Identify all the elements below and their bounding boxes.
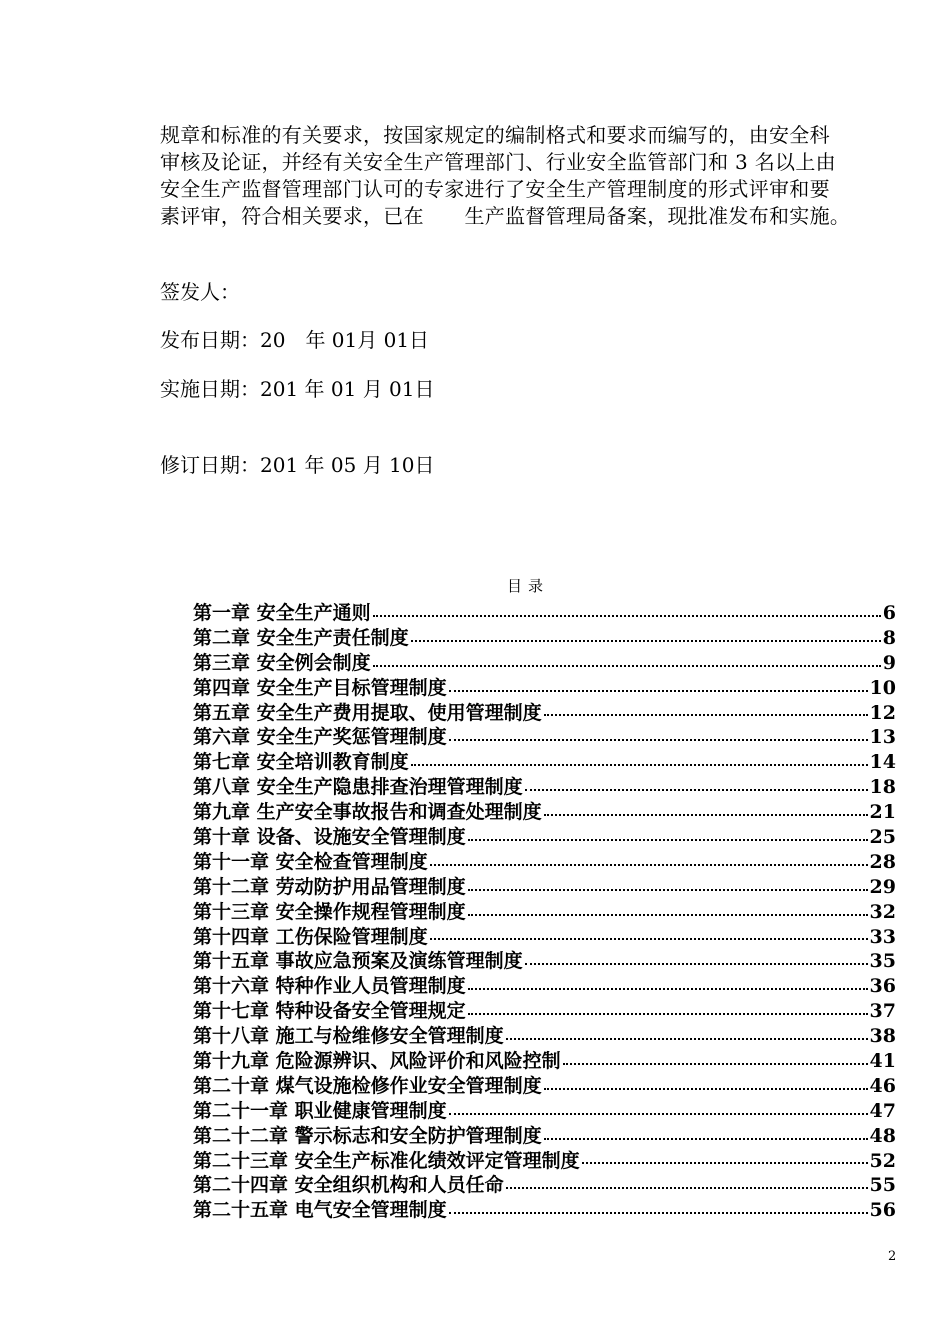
toc-leader-dots [544,1138,868,1140]
toc-entry[interactable] [193,872,896,897]
toc-leader-dots [468,914,868,916]
toc-entry-page: 32 [869,900,896,923]
toc-entry[interactable] [193,673,896,698]
toc-leader-dots [449,739,868,741]
toc-leader-dots [430,864,868,866]
toc-entry-page: 8 [882,626,896,649]
toc-entry-label: 第二十二章 警示标志和安全防护管理制度 [193,1124,542,1147]
toc-entry[interactable] [193,1195,896,1220]
toc-entry-label: 第二十章 煤气设施检修作业安全管理制度 [193,1074,542,1097]
toc-entry-page: 25 [869,826,896,849]
toc-entry-page: 37 [869,1000,896,1023]
toc-entry-page: 28 [869,850,896,873]
toc-leader-dots [468,839,868,841]
toc-entry[interactable] [193,847,896,872]
toc-entry[interactable] [193,822,896,847]
toc-entry-page: 36 [869,975,896,998]
toc-entry-label: 第十七章 特种设备安全管理规定 [193,1000,466,1023]
revision-date: 修订日期：201 年 05 月 10日 [160,453,435,477]
toc-leader-dots [430,938,868,940]
toc-entry[interactable] [193,1170,896,1195]
toc-entry-page: 18 [869,776,896,799]
effective-date: 实施日期：201 年 01 月 01日 [160,377,435,401]
toc-entry-page: 9 [882,651,896,674]
toc-entry-label: 第二章 安全生产责任制度 [193,626,409,649]
toc-leader-dots [544,714,868,716]
toc-entry[interactable] [193,747,896,772]
intro-line: 安全生产监督管理部门认可的专家进行了安全生产管理制度的形式评审和要 [160,177,830,201]
toc-entry-label: 第十一章 安全检查管理制度 [193,850,428,873]
toc-entry-page: 29 [869,875,896,898]
toc-entry-page: 12 [869,701,896,724]
toc-entry-page: 52 [869,1149,896,1172]
toc-entry[interactable] [193,897,896,922]
toc-entry-page: 13 [869,726,896,749]
toc-entry-label: 第二十四章 安全组织机构和人员任命 [193,1174,504,1197]
toc-entry-label: 第九章 生产安全事故报告和调查处理制度 [193,801,542,824]
toc-entry-label: 第十三章 安全操作规程管理制度 [193,900,466,923]
toc-leader-dots [468,1013,868,1015]
toc-title: 目录 [506,577,549,595]
toc-entry[interactable] [193,1096,896,1121]
toc-leader-dots [506,1038,868,1040]
intro-paragraph [160,122,900,230]
toc-leader-dots [411,764,868,766]
toc-entry-label: 第十六章 特种作业人员管理制度 [193,975,466,998]
toc-leader-dots [411,640,881,642]
toc-leader-dots [525,789,868,791]
toc-entry-label: 第十四章 工伤保险管理制度 [193,925,428,948]
toc-entry-page: 47 [869,1099,896,1122]
toc-entry[interactable] [193,722,896,747]
toc-leader-dots [525,963,868,965]
toc-entry-label: 第二十三章 安全生产标准化绩效评定管理制度 [193,1149,580,1172]
toc-entry-label: 第六章 安全生产奖惩管理制度 [193,726,447,749]
page-number: 2 [888,1249,897,1264]
toc-entry-label: 第一章 安全生产通则 [193,602,371,624]
toc-entry-page: 14 [869,751,896,774]
toc-leader-dots [373,665,881,667]
toc-leader-dots [544,1088,868,1090]
toc-entry-label: 第四章 安全生产目标管理制度 [193,676,447,699]
toc-entry[interactable] [193,772,896,797]
toc-entry-label: 第十五章 事故应急预案及演练管理制度 [193,950,523,973]
toc-entry[interactable] [193,698,896,723]
toc-leader-dots [449,1212,868,1214]
toc-entry-page: 6 [882,602,896,624]
toc-entry-label: 第十二章 劳动防护用品管理制度 [193,875,466,898]
toc-entry-page: 41 [869,1050,896,1073]
toc-entry-label: 第八章 安全生产隐患排查治理管理制度 [193,776,523,799]
toc-entry-page: 38 [869,1025,896,1048]
toc-leader-dots [544,814,868,816]
toc-entry[interactable] [193,797,896,822]
toc-entry[interactable] [193,971,896,996]
toc-entry-page: 35 [869,950,896,973]
toc-entry[interactable] [193,996,896,1021]
toc-leader-dots [582,1162,868,1164]
toc-entry-page: 56 [869,1199,896,1222]
toc-entry-label: 第二十五章 电气安全管理制度 [193,1199,447,1222]
toc-entry[interactable] [193,623,896,648]
toc-entry[interactable] [193,1121,896,1146]
publish-date: 发布日期：20 年 01月 01日 [160,328,430,352]
toc-entry-label: 第十九章 危险源辨识、风险评价和风险控制 [193,1050,561,1073]
toc-entry-page: 21 [869,801,896,824]
intro-line: 规章和标准的有关要求，按国家规定的编制格式和要求而编写的，由安全科 [160,123,830,147]
toc-leader-dots [449,1113,868,1115]
toc-entry-page: 55 [869,1174,896,1197]
toc-leader-dots [468,988,868,990]
toc-entry-label: 第十章 设备、设施安全管理制度 [193,826,466,849]
toc-leader-dots [563,1063,868,1065]
toc-leader-dots [506,1187,868,1189]
toc-entry-page: 10 [869,676,896,699]
toc-entry[interactable] [193,1071,896,1096]
toc-entry-label: 第十八章 施工与检维修安全管理制度 [193,1025,504,1048]
toc-entry-label: 第三章 安全例会制度 [193,651,371,674]
toc-leader-dots [468,889,868,891]
signer-label: 签发人： [160,280,240,304]
toc-leader-dots [449,690,868,692]
toc-leader-dots [373,615,881,617]
toc-entry[interactable] [193,1146,896,1171]
table-of-contents [193,598,896,1220]
toc-entry[interactable] [193,946,896,971]
toc-entry-page: 48 [869,1124,896,1147]
toc-entry-label: 第七章 安全培训教育制度 [193,751,409,774]
toc-entry-page: 46 [869,1074,896,1097]
toc-entry[interactable] [193,1046,896,1071]
intro-line: 素评审，符合相关要求，已在 生产监督管理局备案，现批准发布和实施。 [160,204,851,228]
toc-entry[interactable] [193,1021,896,1046]
toc-entry[interactable] [193,922,896,947]
toc-entry-page: 33 [869,925,896,948]
toc-entry-label: 第五章 安全生产费用提取、使用管理制度 [193,701,542,724]
intro-line: 审核及论证，并经有关安全生产管理部门、行业安全监管部门和 3 名以上由 [160,150,836,174]
toc-entry[interactable] [193,648,896,673]
toc-entry-label: 第二十一章 职业健康管理制度 [193,1099,447,1122]
toc-entry[interactable] [193,598,896,623]
